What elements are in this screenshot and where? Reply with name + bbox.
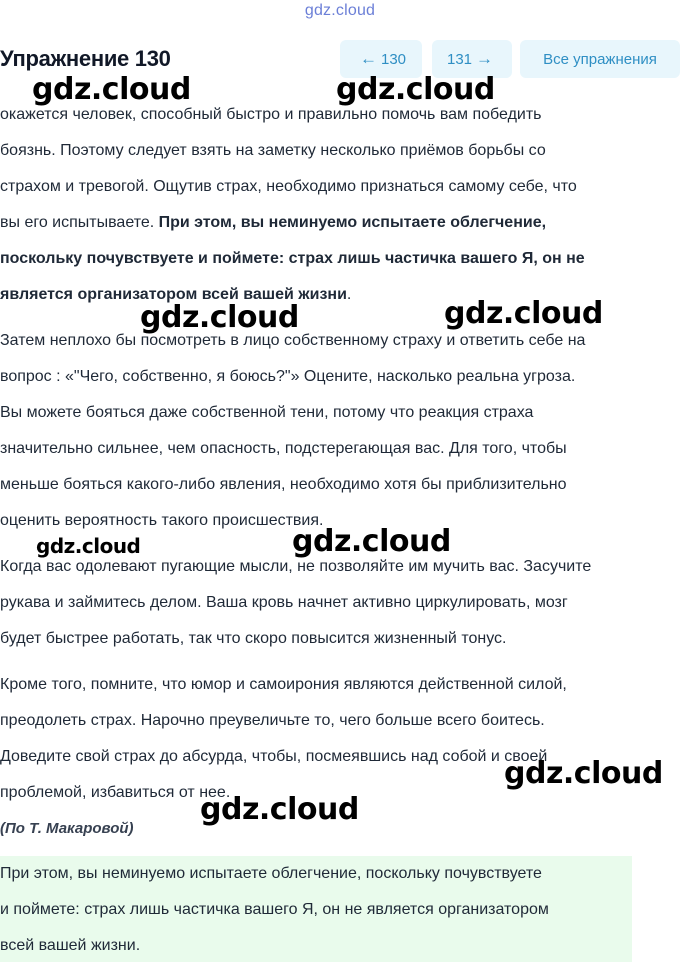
text-line: окажется человек, способный быстро и правильно помочь вам победить bbox=[0, 106, 542, 123]
site-logo[interactable]: gdz.cloud bbox=[304, 2, 376, 19]
text-line: боязнь. Поэтому следует взять на заметку несколько приёмов борьбы со bbox=[0, 142, 546, 159]
text-line: вопрос : «"Чего, собственно, я боюсь?"» Оцените, насколько реальна угроза. bbox=[0, 368, 576, 385]
all-exercises-button[interactable]: Все упражнения bbox=[520, 40, 680, 78]
answer-line: При этом, вы неминуемо испытаете облегчение, поскольку почувствуете bbox=[0, 865, 542, 882]
arrow-left-icon: ← bbox=[359, 49, 377, 68]
watermark: gdz.cloud bbox=[140, 300, 299, 335]
text-line: оценить вероятность такого происшествия. bbox=[0, 512, 324, 529]
prev-exercise-label: 130 bbox=[380, 50, 407, 68]
paragraph-2 bbox=[0, 323, 670, 539]
author-attribution: (По Т. Макаровой) bbox=[0, 820, 134, 837]
text-line: рукава и займитесь делом. Ваша кровь начнет активно циркулировать, мозг bbox=[0, 594, 568, 611]
arrow-right-icon: → bbox=[476, 49, 494, 68]
paragraph-1 bbox=[0, 97, 670, 313]
bold-text: поскольку почувствуете и поймете: страх лишь частичка вашего Я, он не bbox=[0, 250, 585, 267]
answer-line: и поймете: страх лишь частичка вашего Я, он не является организатором bbox=[0, 901, 549, 918]
text-line: преодолеть страх. Нарочно преувеличьте то, чего больше всего боитесь. bbox=[0, 712, 545, 729]
text-line: Вы можете бояться даже собственной тени, потому что реакция страха bbox=[0, 404, 534, 421]
next-exercise-label: 131 bbox=[446, 50, 473, 68]
text-line: страхом и тревогой. Ощутив страх, необходимо признаться самому себе, что bbox=[0, 178, 577, 195]
text-line: будет быстрее работать, так что скоро повысится жизненный тонус. bbox=[0, 630, 507, 647]
text-line bbox=[0, 241, 670, 277]
bold-text: При этом, вы неминуемо испытаете облегчение, bbox=[158, 214, 547, 231]
exercise-text bbox=[0, 97, 670, 847]
text-line: Кроме того, помните, что юмор и самоирония являются действенной силой, bbox=[0, 676, 567, 693]
paragraph-3 bbox=[0, 549, 670, 657]
text-line: Когда вас одолевают пугающие мысли, не позволяйте им мучить вас. Засучите bbox=[0, 558, 592, 575]
watermark: gdz.cloud bbox=[504, 756, 663, 791]
watermark: gdz.cloud bbox=[336, 72, 495, 107]
watermark: gdz.cloud bbox=[444, 296, 603, 331]
watermark: gdz.cloud bbox=[292, 524, 451, 559]
text-line: меньше бояться какого-либо явления, необходимо хотя бы приблизительно bbox=[0, 476, 567, 493]
bold-text: является организатором всей вашей жизни bbox=[0, 286, 347, 303]
text-line bbox=[0, 205, 670, 241]
text-line: Доведите свой страх до абсурда, чтобы, посмеявшись над собой и своей bbox=[0, 748, 548, 765]
page-title: Упражнение 130 bbox=[0, 46, 171, 71]
watermark: gdz.cloud bbox=[36, 534, 141, 558]
text-line: значительно сильнее, чем опасность, подстерегающая вас. Для того, чтобы bbox=[0, 440, 567, 457]
text-span: вы его испытываете. bbox=[0, 214, 159, 231]
watermark: gdz.cloud bbox=[32, 72, 191, 107]
text-line: Затем неплохо бы посмотреть в лицо собственному страху и ответить себе на bbox=[0, 332, 586, 349]
answer-box bbox=[0, 856, 632, 962]
answer-line: всей вашей жизни. bbox=[0, 937, 141, 954]
text-span: . bbox=[346, 286, 352, 303]
text-line: проблемой, избавиться от нее. bbox=[0, 784, 231, 801]
watermark: gdz.cloud bbox=[200, 792, 359, 827]
